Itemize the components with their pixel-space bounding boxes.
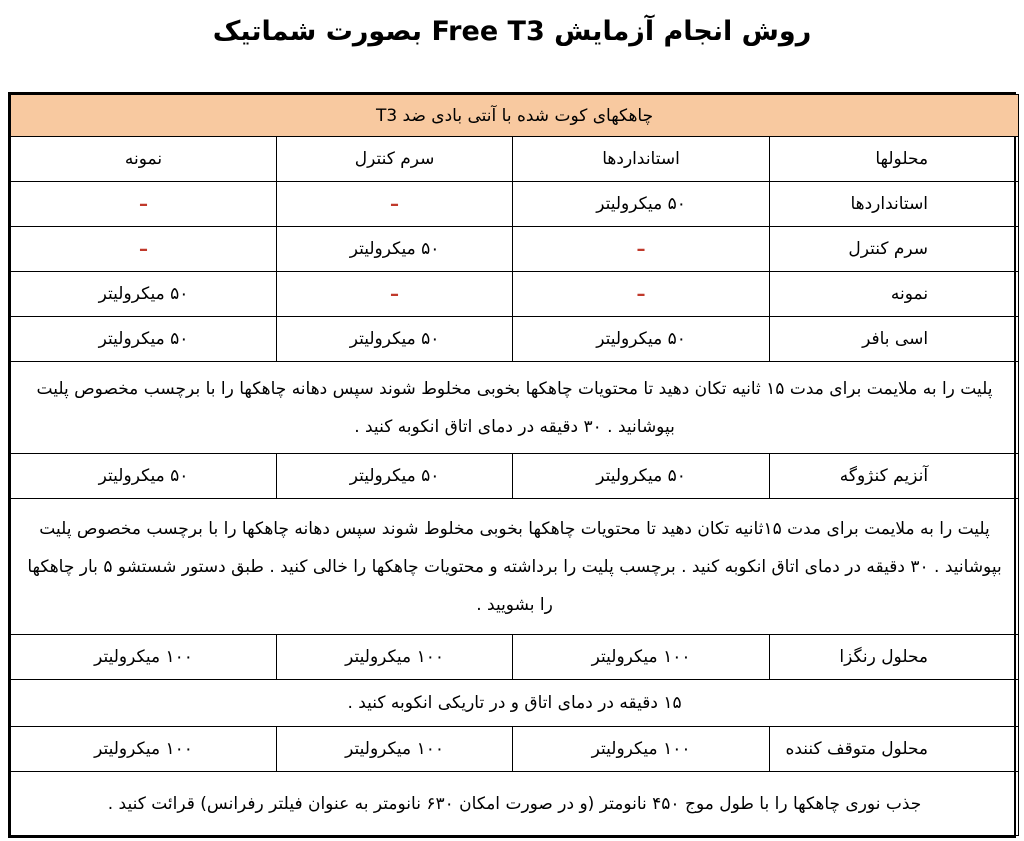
table-row-sample <box>11 272 1019 317</box>
column-header-standards: استانداردها <box>513 137 770 182</box>
instruction-text-3: ۱۵ دقیقه در دمای اتاق و در تاریکی انکوبه کنید . <box>11 680 1019 727</box>
table-cell: – <box>513 227 770 272</box>
coated-wells-header: چاهکهای کوت شده با آنتی بادی ضد T3 <box>11 95 1019 137</box>
table-row-stop-solution <box>11 727 1019 772</box>
row-label: محلول متوقف کننده <box>770 727 1019 772</box>
instruction-row-2 <box>11 499 1019 635</box>
table-row-control-serum <box>11 227 1019 272</box>
column-headers-row <box>11 137 1019 182</box>
table-cell: ۱۰۰ میکرولیتر <box>11 727 277 772</box>
table-cell: ۵۰ میکرولیتر <box>277 454 513 499</box>
page-title: روش انجام آزمایش Free T3 بصورت شماتیک <box>212 16 812 47</box>
table-row-standards <box>11 182 1019 227</box>
table-header-row <box>11 95 1019 137</box>
table-row-assay-buffer <box>11 317 1019 362</box>
table-cell: ۵۰ میکرولیتر <box>513 182 770 227</box>
table-cell: ۵۰ میکرولیتر <box>277 317 513 362</box>
table-cell: ۵۰ میکرولیتر <box>11 317 277 362</box>
row-label: اسی بافر <box>770 317 1019 362</box>
table-cell: ۵۰ میکرولیتر <box>513 454 770 499</box>
row-label: سرم کنترل <box>770 227 1019 272</box>
table-cell: – <box>277 182 513 227</box>
procedure-table <box>10 94 1019 836</box>
table-row-enzyme-conjugate <box>11 454 1019 499</box>
row-label: استانداردها <box>770 182 1019 227</box>
table-cell: ۱۰۰ میکرولیتر <box>277 635 513 680</box>
instruction-row-1 <box>11 362 1019 454</box>
table-cell: – <box>277 272 513 317</box>
instruction-text-2: پلیت را به ملایمت برای مدت ۱۵ثانیه تکان دهید تا محتویات چاهکها بخوبی مخلوط شوند سپس دهانه چاهکها را با برچسب مخصوص پلیت بپوشانید . ۳۰ دقیقه در دمای اتاق انکوبه کنید . برچسب پلیت را برداشته و محتویات چاهکها را خالی کنید . طبق دستور شستشو ۵ بار چاهکها را بشویید . <box>11 499 1019 635</box>
instruction-text-4: جذب نوری چاهکها را با طول موج ۴۵۰ نانومتر (و در صورت امکان ۶۳۰ نانومتر به عنوان فیلتر رفرانس) قرائت کنید . <box>11 772 1019 836</box>
instruction-text-1: پلیت را به ملایمت برای مدت ۱۵ ثانیه تکان دهید تا محتویات چاهکها بخوبی مخلوط شوند سپس دهانه چاهکها را با برچسب مخصوص پلیت بپوشانید . ۳۰ دقیقه در دمای اتاق انکوبه کنید . <box>11 362 1019 454</box>
column-header-control-serum: سرم کنترل <box>277 137 513 182</box>
table-cell: ۱۰۰ میکرولیتر <box>11 635 277 680</box>
instruction-row-4 <box>11 772 1019 836</box>
table-cell: – <box>513 272 770 317</box>
instruction-row-3 <box>11 680 1019 727</box>
table-cell: – <box>11 182 277 227</box>
table-cell: ۵۰ میکرولیتر <box>11 454 277 499</box>
column-header-sample: نمونه <box>11 137 277 182</box>
table-row-chromogen <box>11 635 1019 680</box>
table-cell: ۵۰ میکرولیتر <box>513 317 770 362</box>
table-cell: ۱۰۰ میکرولیتر <box>513 635 770 680</box>
row-label: محلول رنگزا <box>770 635 1019 680</box>
row-label: آنزیم کنژوگه <box>770 454 1019 499</box>
table-cell: ۱۰۰ میکرولیتر <box>513 727 770 772</box>
table-cell: ۵۰ میکرولیتر <box>277 227 513 272</box>
procedure-table-wrapper <box>8 92 1016 838</box>
row-label: نمونه <box>770 272 1019 317</box>
table-cell: ۱۰۰ میکرولیتر <box>277 727 513 772</box>
table-cell: – <box>11 227 277 272</box>
table-cell: ۵۰ میکرولیتر <box>11 272 277 317</box>
column-header-solutions: محلولها <box>770 137 1019 182</box>
